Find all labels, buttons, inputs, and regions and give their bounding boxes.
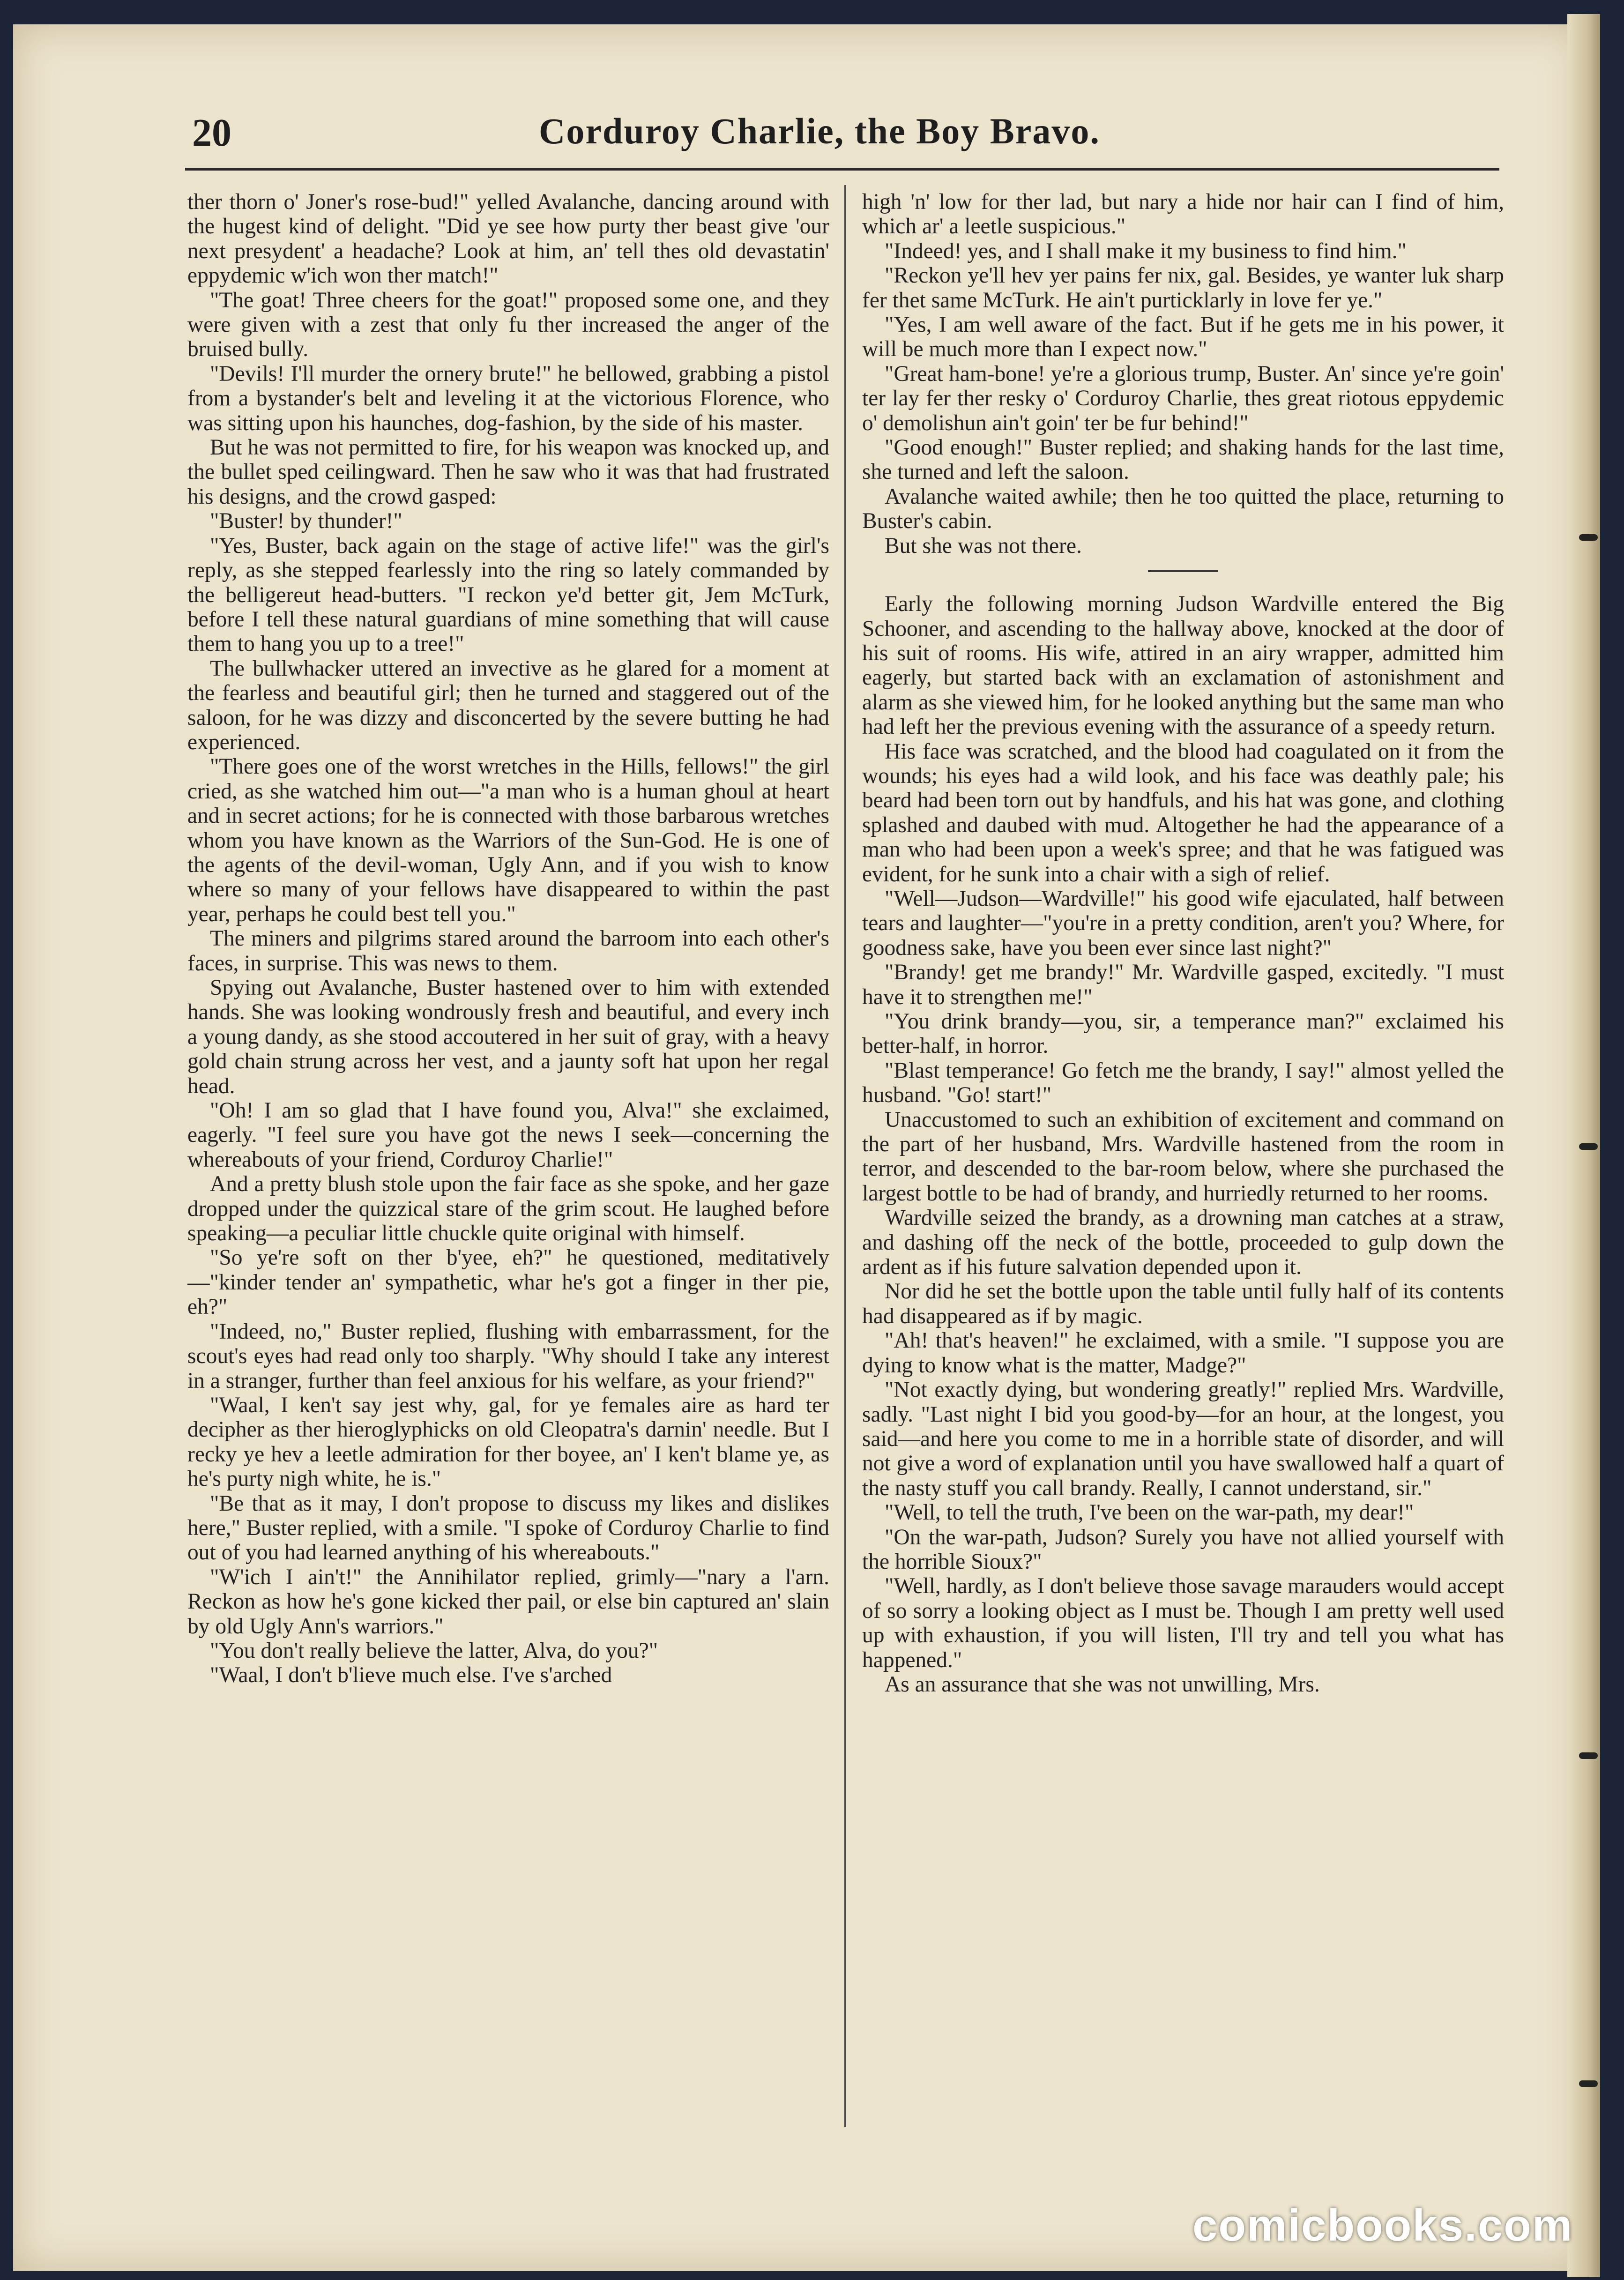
paragraph: The bullwhacker uttered an invective as he glared for a moment at the fearless and beautiful girl; then he turned and staggered out of the saloon, for he was dizzy and disconcerted by the severe butting he had experienced.	[187, 656, 829, 754]
paragraph: Unaccustomed to such an exhibition of excitement and command on the part of her husband, Mrs. Wardville hastened from the room in terror, and descended to the bar-room below, where she purchased the largest bottle to be had of brandy, and hurriedly returned to her rooms.	[862, 1107, 1504, 1206]
paragraph: "Buster! by thunder!"	[210, 509, 402, 534]
paragraph: But he was not permitted to fire, for his weapon was knocked up, and the bullet sped ceilingward. Then he saw who it was that had frustrated his designs, and the crowd gasped:	[187, 435, 829, 509]
left-column	[187, 190, 829, 2134]
paragraph: ther thorn o' Joner's rose-bud!" yelled Avalanche, dancing around with the hugest kind of delight. "Did ye see how purty ther beast give 'our next presydent' a headache? Look at him, an' tell thes old devastatin' eppydemic w'ich won ther match!"	[187, 190, 829, 288]
paragraph: "You drink brandy—you, sir, a temperance man?" exclaimed his better-half, in horror.	[862, 1009, 1504, 1058]
paragraph: "Waal, I ken't say jest why, gal, for ye females aire as hard ter decipher as ther hieroglyphicks on old Cleopatra's darnin' needle. But I recky ye hev a leetle admiration for ther boyee, an' I ken't blame ye, as he's purty nigh white, he is."	[187, 1393, 829, 1491]
paragraph: "Indeed, no," Buster replied, flushing with embarrassment, for the scout's eyes had read only too sharply. "Why should I take any interest in a stranger, further than feel anxious for his welfare, as your friend?"	[187, 1319, 829, 1393]
right-column	[862, 190, 1504, 2134]
paragraph: "Not exactly dying, but wondering greatly!" replied Mrs. Wardville, sadly. "Last night I bid you good-by—for an hour, at the longest, you said—and here you come to me in a horrible state of disorder, and will not give a word of explanation until you have swallowed half a quart of the nasty stuff you call brandy. Really, I cannot understand, sir."	[862, 1378, 1504, 1500]
paragraph: "Indeed! yes, and I shall make it my business to find him."	[885, 238, 1407, 263]
paragraph: Nor did he set the bottle upon the table until fully half of its contents had disappeared as if by magic.	[862, 1279, 1504, 1328]
paragraph: "Yes, I am well aware of the fact. But if he gets me in his power, it will be much more than I expect now."	[862, 313, 1504, 362]
paragraph: "You don't really believe the latter, Alva, do you?"	[210, 1638, 658, 1663]
paragraph: "Be that as it may, I don't propose to discuss my likes and dislikes here," Buster replied, with a smile. "I spoke of Corduroy Charlie to find out of you had learned anything of his whereabouts."	[187, 1491, 829, 1565]
right-column-part-2	[862, 592, 1504, 1697]
binding-mark	[1579, 534, 1598, 541]
paragraph: But she was not there.	[885, 533, 1082, 558]
paragraph: "Waal, I don't b'lieve much else. I've s'arched	[210, 1663, 612, 1688]
paragraph: Early the following morning Judson Wardville entered the Big Schooner, and ascending to the hallway above, knocked at the door of his suit of rooms. His wife, attired in an airy wrapper, admitted him eagerly, but started back with an exclamation of astonishment and alarm as she viewed him, for he looked anything but the same man who had left her the previous evening with the assurance of a speedy return.	[862, 592, 1504, 739]
paragraph: "The goat! Three cheers for the goat!" proposed some one, and they were given with a zest that only fu ther increased the anger of the bruised bully.	[187, 288, 829, 362]
paragraph: As an assurance that she was not unwilling, Mrs.	[885, 1672, 1320, 1697]
paragraph: "Great ham-bone! ye're a glorious trump, Buster. An' since ye're goin' ter lay fer ther resky o' Corduroy Charlie, thes great riotous eppydemic o' demolishun ain't goin' ter be fur behind!"	[862, 361, 1504, 435]
column-divider	[844, 185, 846, 2127]
paragraph: "Brandy! get me brandy!" Mr. Wardville gasped, excitedly. "I must have it to strengthen me!"	[862, 960, 1504, 1009]
watermark: comicbooks.com	[1192, 2200, 1573, 2250]
paragraph: "Reckon ye'll hev yer pains fer nix, gal. Besides, ye wanter luk sharp fer thet same McTurk. He ain't purticklarly in love fer ye."	[862, 263, 1504, 313]
binding-mark	[1579, 2080, 1598, 2087]
paragraph: "Ah! that's heaven!" he exclaimed, with a smile. "I suppose you are dying to know what is the matter, Madge?"	[862, 1328, 1504, 1378]
binding-mark	[1579, 1143, 1598, 1150]
paragraph: "Yes, Buster, back again on the stage of active life!" was the girl's reply, as she stepped fearlessly into the ring so lately commanded by the belligereut head-butters. "I reckon ye'd better git, Jem McTurk, before I tell these natural guardians of mine something that will cause them to hang you up to a tree!"	[187, 533, 829, 656]
paragraph: "Blast temperance! Go fetch me the brandy, I say!" almost yelled the husband. "Go! start!"	[862, 1058, 1504, 1108]
paragraph: "Well—Judson—Wardville!" his good wife ejaculated, half between tears and laughter—"you're in a pretty condition, aren't you? Where, for goodness sake, have you been ever since last night?"	[862, 886, 1504, 960]
paragraph: "Well, hardly, as I don't believe those savage marauders would accept of so sorry a looking object as I must be. Though I am pretty well used up with exhaustion, if you will listen, I'll try and tell you what has happened."	[862, 1574, 1504, 1672]
paragraph: The miners and pilgrims stared around the barroom into each other's faces, in surprise. This was news to them.	[187, 926, 829, 976]
page-header	[192, 110, 1457, 162]
paragraph: "Well, to tell the truth, I've been on the war-path, my dear!"	[885, 1500, 1414, 1525]
header-rule	[185, 168, 1499, 171]
paragraph: Spying out Avalanche, Buster hastened over to him with extended hands. She was looking wondrously fresh and beautiful, and every inch a young dandy, as she stood accoutered in her suit of gray, with a heavy gold chain strung across her vest, and a jaunty soft hat upon her regal head.	[187, 976, 829, 1098]
paragraph: "W'ich I ain't!" the Annihilator replied, grimly—"nary a l'arn. Reckon as how he's gone kicked ther pail, or else bin captured an' slain by old Ugly Ann's warriors."	[187, 1565, 829, 1639]
paragraph: Wardville seized the brandy, as a drowning man catches at a straw, and dashing off the neck of the bottle, proceeded to gulp down the ardent as if his future salvation depended upon it.	[862, 1206, 1504, 1280]
paragraph: "So ye're soft on ther b'yee, eh?" he questioned, meditatively—"kinder tender an' sympathetic, whar he's got a finger in ther pie, eh?"	[187, 1245, 829, 1319]
right-column-part-1	[862, 190, 1504, 558]
section-break-rule	[1148, 570, 1218, 572]
paragraph: "Good enough!" Buster replied; and shaking hands for the last time, she turned and left the saloon.	[862, 435, 1504, 484]
paragraph: "Devils! I'll murder the ornery brute!" he bellowed, grabbing a pistol from a bystander's belt and leveling it at the victorious Florence, who was sitting upon his haunches, dog-fashion, by the side of his master.	[187, 361, 829, 435]
paragraph: Avalanche waited awhile; then he too quitted the place, returning to Buster's cabin.	[862, 484, 1504, 534]
binding-mark	[1579, 1752, 1598, 1759]
paragraph: high 'n' low for ther lad, but nary a hide nor hair can I find of him, which ar' a leetle suspicious."	[862, 190, 1504, 239]
paragraph: His face was scratched, and the blood had coagulated on it from the wounds; his eyes had a wild look, and his face was deathly pale; his beard had been torn out by handfuls, and his hat was gone, and clothing splashed and daubed with mud. Altogether he had the appearance of a man who had been upon a week's spree; and that he was fatigued was evident, for he sunk into a chair with a sigh of relief.	[862, 739, 1504, 887]
paragraph: "There goes one of the worst wretches in the Hills, fellows!" the girl cried, as she watched him out—"a man who is a human ghoul at heart and in secret actions; for he is connected with those barbarous wretches whom you have known as the Warriors of the Sun-God. He is one of the agents of the devil-woman, Ugly Ann, and if you wish to know where so many of your fellows have disappeared to within the past year, perhaps he could best tell you."	[187, 754, 829, 926]
paragraph: "On the war-path, Judson? Surely you have not allied yourself with the horrible Sioux?"	[862, 1525, 1504, 1574]
paragraph: "Oh! I am so glad that I have found you, Alva!" she exclaimed, eagerly. "I feel sure you have got the news I seek—concerning the whereabouts of your friend, Corduroy Charlie!"	[187, 1098, 829, 1172]
running-title: Corduroy Charlie, the Boy Bravo.	[539, 111, 1100, 151]
paragraph: And a pretty blush stole upon the fair face as she spoke, and her gaze dropped under the quizzical stare of the grim scout. He laughed before speaking—a peculiar little chuckle quite original with himself.	[187, 1172, 829, 1246]
page-number: 20	[192, 111, 231, 155]
